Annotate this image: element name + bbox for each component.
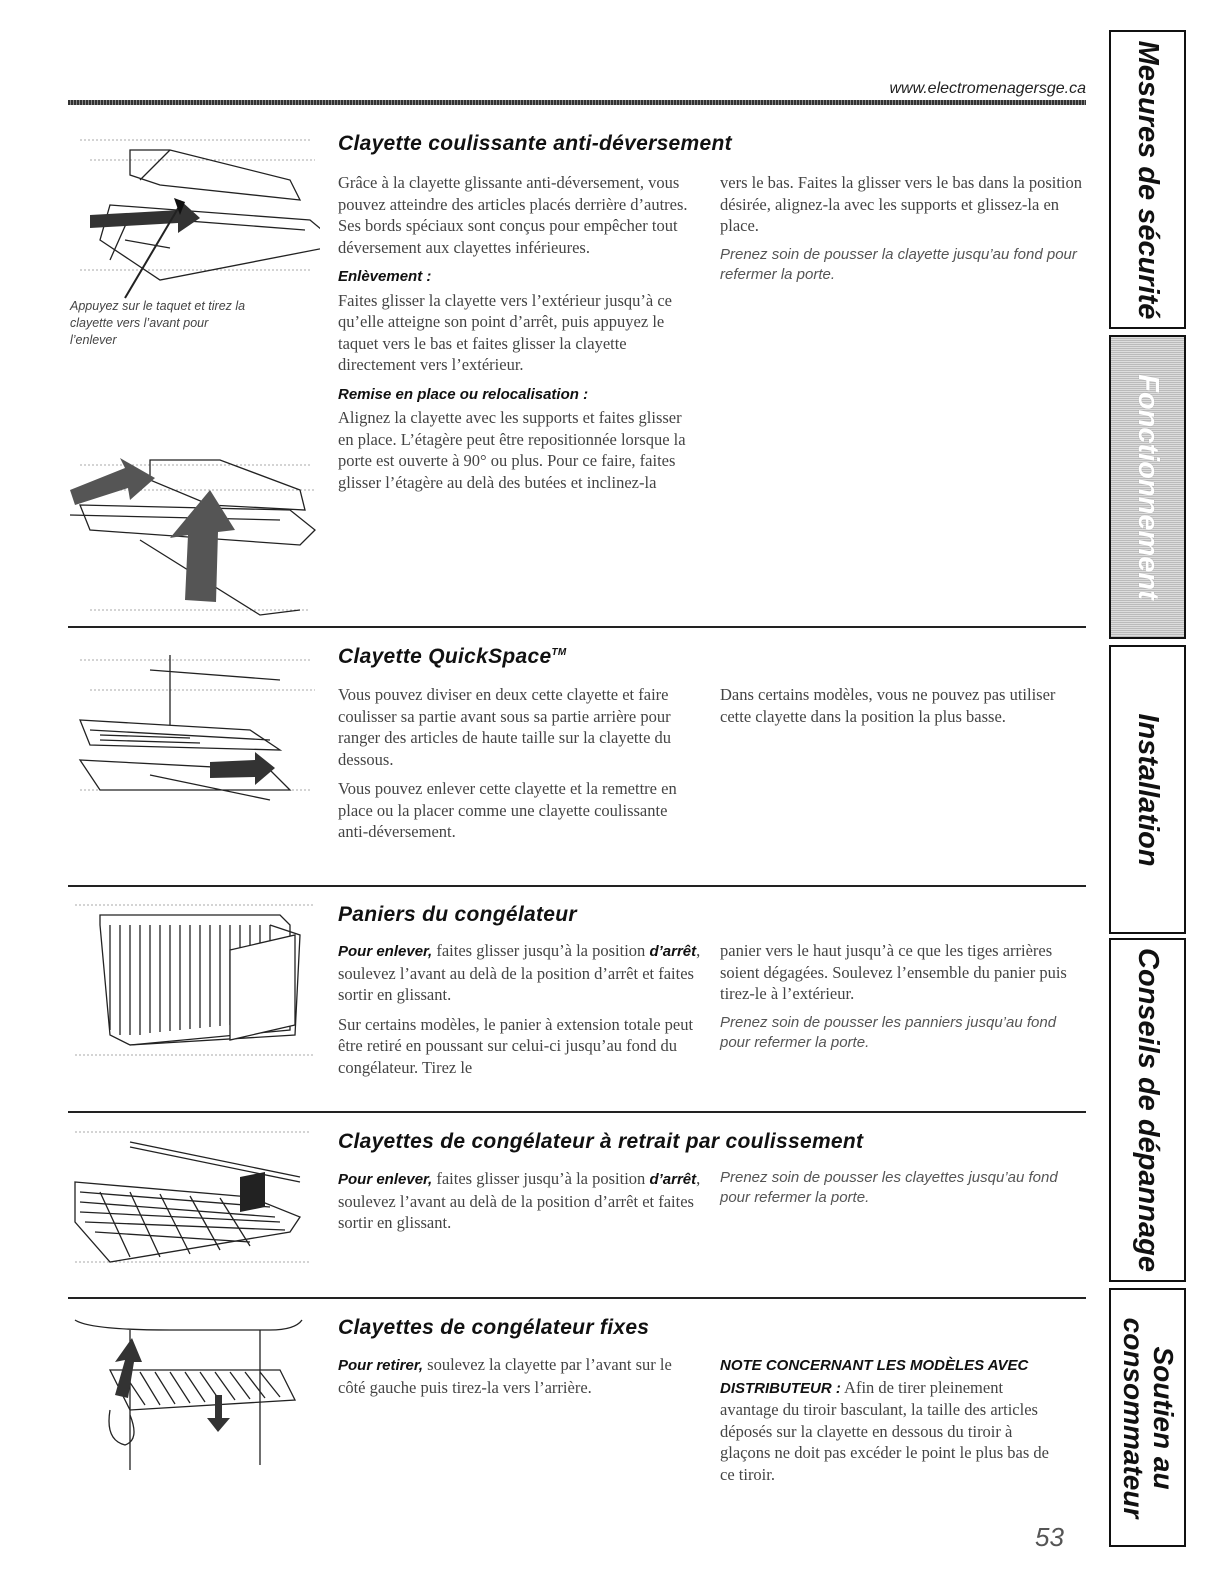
- col2-note: Prenez soin de pousser la clayette jusqu’au fond pour refermer la porte.: [720, 245, 1077, 283]
- website-url: www.electromenagersge.ca: [889, 80, 1086, 97]
- basket-col2-text: panier vers le haut jusqu’à ce que les tiges arrières soient dégagées. Soulevez l’ensemble du panier puis tirez-le à l’extérieur.: [720, 941, 1067, 1003]
- section-title-freezer-baskets: Paniers du congélateur: [338, 903, 577, 926]
- removal-text: Faites glisser la clayette vers l’extérieur jusqu’à ce qu’elle atteigne son point d’arrêt, puis appuyez le taquet vers le bas et faites glisser la clayette directement vers l’extérieur.: [338, 290, 672, 374]
- tab-troubleshooting[interactable]: [1109, 938, 1186, 1282]
- fixed-shelf-text-a: soulevez la clayette par l’avant sur le côté gauche puis tirez-la vers l’arrière.: [338, 1355, 672, 1397]
- slide-shelf-remove-text: [338, 1168, 703, 1234]
- basket-text-a: faites glisser jusqu’à la position: [432, 941, 650, 960]
- slide-shelf-text-a: faites glisser jusqu’à la position: [432, 1169, 650, 1188]
- slide-shelf-note: Prenez soin de pousser les clayettes jusqu’au fond pour refermer la porte.: [720, 1169, 1058, 1206]
- basket-text-b: , soulevez l’avant au delà de la position d’arrêt et faites sortir en glissant.: [338, 941, 701, 1004]
- dispenser-note: [720, 1354, 1050, 1485]
- section-title-slide-out-shelf: Clayette coulissante anti-déversement: [338, 132, 732, 155]
- section-1-col-1: [338, 172, 698, 501]
- basket-text-2: Sur certains modèles, le panier à extension totale peut être retiré en poussant sur celui-ci jusqu’au fond du congélateur. Tirez le: [338, 1014, 694, 1077]
- section-5-col-1: [338, 1354, 703, 1406]
- page-number: 53: [1035, 1522, 1064, 1552]
- remove-bold: Pour retirer,: [338, 1357, 424, 1374]
- section-divider: [68, 626, 1086, 628]
- slide-out-shelf-illustration: [70, 120, 320, 300]
- basket-note: Prenez soin de pousser les panniers jusqu’au fond pour refermer la porte.: [720, 1013, 1057, 1051]
- removal-subtitle: Enlèvement :: [338, 268, 432, 285]
- section-5-col-2: [720, 1354, 1050, 1493]
- freezer-basket-illustration: [70, 895, 320, 1060]
- section-title-fixed-shelves: Clayettes de congélateur fixes: [338, 1316, 650, 1339]
- tab-safety[interactable]: [1109, 30, 1186, 329]
- remove-bold: Pour enlever,: [338, 1171, 433, 1188]
- section-1-col-2: [720, 172, 1085, 285]
- quickspace-title-text: Clayette QuickSpace: [338, 645, 552, 668]
- dispenser-note-text: Afin de tirer pleinement avantage du tiroir basculant, la taille des articles déposés sur la clayette en dessous du tiroir à glaçons ne doit pas excéder le point le plus bas de ce tiroir.: [720, 1377, 1049, 1484]
- col2-text: vers le bas. Faites la glisser vers le bas dans la position désirée, alignez-la avec les supports et glissez-la en place.: [720, 173, 1083, 235]
- tab-operation[interactable]: [1109, 335, 1186, 639]
- dispenser-note-title: NOTE CONCERNANT LES MODÈLES AVEC DISTRIBUTEUR :: [720, 1357, 1029, 1397]
- stop-bold: d’arrêt: [649, 943, 697, 960]
- quickspace-text-1: Vous pouvez diviser en deux cette clayette et faire coulisser sa partie avant sous sa partie arrière pour ranger des articles de haute taille sur la clayette du dessous.: [338, 685, 672, 769]
- shelf-caption: Appuyez sur le taquet et tirez la clayette vers l’avant pour l’enlever: [70, 299, 246, 347]
- freezer-slide-shelf-illustration: [70, 1122, 320, 1272]
- shelf-replace-illustration: [70, 450, 320, 625]
- tab-installation[interactable]: [1109, 645, 1186, 934]
- section-title-freezer-slide-shelves: Clayettes de congélateur à retrait par coulissement: [338, 1130, 864, 1153]
- tab-operation-label: Fonctionnement: [1131, 374, 1164, 600]
- tab-installation-label: Installation: [1131, 712, 1164, 867]
- section-divider: [68, 1111, 1086, 1113]
- replace-text: Alignez la clayette avec les supports et faites glisser en place. L’étagère peut être repositionnée lorsque la porte est ouverte à 90° ou plus. Pour ce faire, faites glisser l’étagère au delà des butées et inclinez-la: [338, 408, 686, 492]
- section-3-col-2: [720, 940, 1085, 1053]
- section-4-col-2: [720, 1168, 1085, 1208]
- section-2-col-2: [720, 684, 1085, 735]
- slide-shelf-text-b: , soulevez l’avant au delà de la position d’arrêt et faites sortir en glissant.: [338, 1169, 701, 1232]
- quickspace-shelf-illustration: [70, 640, 320, 810]
- intro-text: Grâce à la clayette glissante anti-déversement, vous pouvez atteindre des articles placés derrière d’autres. Ses bords spéciaux sont conçus pour empêcher tout déversement aux clayettes inférieures.: [338, 173, 688, 257]
- tab-safety-label: Mesures de sécurité: [1131, 40, 1164, 319]
- remove-bold: Pour enlever,: [338, 943, 433, 960]
- fixed-freezer-shelf-illustration: [70, 1300, 320, 1470]
- side-tabs: [1109, 30, 1184, 1545]
- section-divider: [68, 885, 1086, 887]
- fixed-shelf-text: [338, 1354, 703, 1398]
- quickspace-text-2: Vous pouvez enlever cette clayette et la remettre en place ou la placer comme une clayette coulissante anti-déversement.: [338, 779, 677, 841]
- quickspace-col2-text: Dans certains modèles, vous ne pouvez pas utiliser cette clayette dans la position la plus basse.: [720, 685, 1056, 726]
- section-divider: [68, 1297, 1086, 1299]
- tab-consumer-support-label: Soutien au consommateur: [1117, 1317, 1179, 1518]
- section-2-col-1: [338, 684, 698, 851]
- section-3-col-1: [338, 940, 703, 1086]
- basket-remove-text: [338, 940, 703, 1006]
- trademark-mark: TM: [551, 647, 567, 658]
- header-rule: [68, 100, 1086, 105]
- section-title-quickspace: [338, 645, 567, 669]
- tab-consumer-support[interactable]: [1109, 1288, 1186, 1547]
- tab-troubleshooting-label: Conseils de dépannage: [1131, 948, 1164, 1272]
- replace-subtitle: Remise en place ou relocalisation :: [338, 385, 589, 403]
- section-4-col-1: [338, 1168, 703, 1242]
- stop-bold: d’arrêt: [649, 1171, 697, 1188]
